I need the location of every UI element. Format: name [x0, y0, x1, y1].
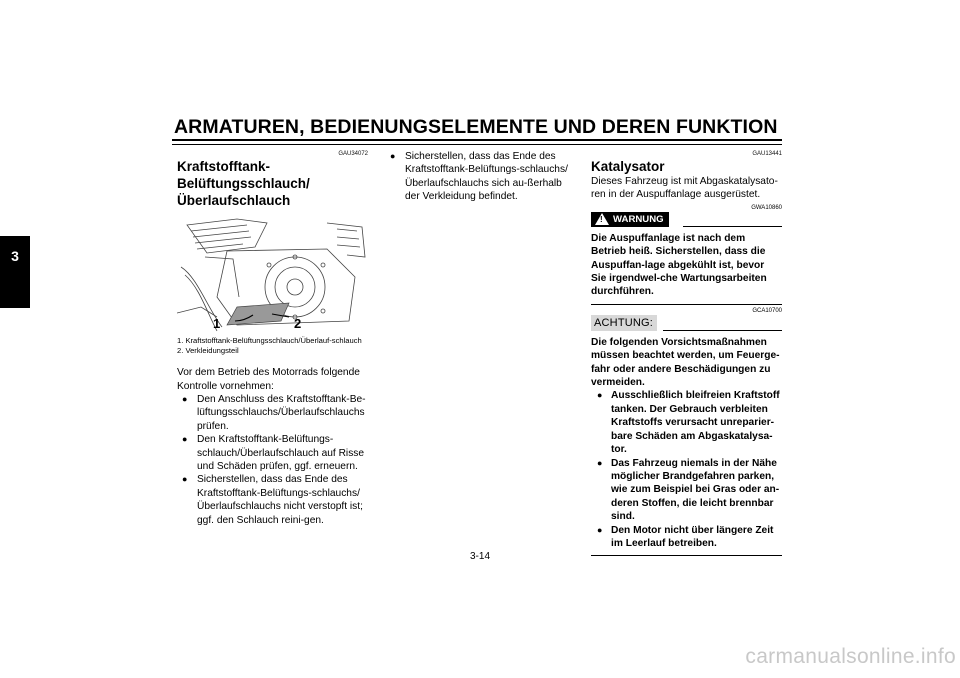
caution-rule — [663, 330, 782, 331]
chapter-tab-number: 3 — [11, 248, 19, 264]
list-item: ● Den Kraftstofftank-Belüftungs-schlauch/Überlaufschlauch auf Risse und Schäden prüfen, ggf. erneuern. — [177, 433, 368, 473]
warning-code: GWA10860 — [751, 204, 782, 211]
header-rule-thick — [172, 139, 782, 141]
list-item: ● Sicherstellen, dass das Ende des Kraftstofftank-Belüftungs-schlauchs/Überlaufschlauchs sich au-ßerhalb der Verkleidung befindet. — [385, 150, 577, 204]
section-title: Kraftstofftank-Belüftungsschlauch/Überlaufschlauch — [177, 159, 310, 208]
list-item: ● Ausschließlich bleifreien Kraftstoff tanken. Der Gebrauch verbleiten Kraftstoffs verursacht unreparier-bare Schäden am Abgaskatalysa-tor. — [611, 389, 782, 456]
figure-callout-2: 2 — [294, 316, 302, 331]
warning-end-rule — [591, 304, 782, 305]
warning-label: WARNUNG — [613, 213, 664, 225]
section-code: GAU34072 — [338, 151, 368, 157]
list-item: ● Sicherstellen, dass das Ende des Kraftstofftank-Belüftungs-schlauchs/Überlaufschlauchs nicht verstopft ist; ggf. den Schlauch reini-gen. — [177, 473, 368, 527]
caption-item: 2. Verkleidungsteil — [177, 345, 239, 355]
page-title: ARMATUREN, BEDIENUNGSELEMENTE UND DEREN FUNKTION — [174, 116, 778, 138]
caution-header — [591, 315, 782, 332]
caution-end-rule — [591, 555, 782, 556]
left-column — [177, 150, 368, 527]
caution-code: GCA10700 — [752, 307, 782, 314]
list-item: ● Den Motor nicht über längere Zeit im Leerlauf betreiben. — [611, 524, 782, 551]
caution-badge: ACHTUNG: — [591, 315, 657, 331]
warning-text: Die Auspuffanlage ist nach dem Betrieb heiß. Sicherstellen, dass die Auspuffan-lage abgekühlt ist, bevor Sie irgendwel-che Wartungsarbeiten durchführen. — [591, 232, 767, 298]
caution-list — [591, 389, 782, 550]
warning-header — [591, 212, 782, 228]
page-number: 3-14 — [469, 551, 490, 562]
section-text: Dieses Fahrzeug ist mit Abgaskatalysato-ren in der Auspuffanlage ausgerüstet. — [591, 176, 778, 201]
engine-figure — [177, 217, 368, 333]
warning-badge — [591, 212, 669, 227]
section-code: GAU13441 — [752, 151, 782, 157]
caption-item: 1. Kraftstofftank-Belüftungsschlauch/Überlauf-schlauch — [177, 336, 362, 345]
check-list-continued — [385, 150, 577, 204]
caution-text: Die folgenden Vorsichtsmaßnahmen müssen beachtet werden, um Feuerge-fahr oder andere Beschädigungen zu vermeiden. — [591, 336, 780, 389]
list-item: ● Den Anschluss des Kraftstofftank-Be-lüftungsschlauchs/Überlaufschlauchs prüfen. — [177, 393, 368, 433]
list-item: ● Das Fahrzeug niemals in der Nähe möglicher Brandgefahren parken, wie zum Beispiel bei Gras oder an-deren Stoffen, die leicht brennbar sind. — [611, 457, 782, 524]
middle-column — [385, 150, 577, 204]
warning-triangle-icon: ! — [595, 213, 609, 225]
watermark: carmanualsonline.info — [745, 645, 956, 668]
chapter-tab — [0, 236, 30, 308]
intro-text: Vor dem Betrieb des Motorrads folgende Kontrolle vornehmen: — [177, 367, 360, 392]
warning-rule — [683, 226, 782, 227]
section-title: Katalysator — [591, 159, 665, 174]
figure-caption — [177, 336, 368, 355]
figure-callout-1: 1 — [213, 316, 221, 331]
check-list — [177, 393, 368, 527]
engine-illustration — [177, 217, 368, 333]
header-rule-thin — [172, 144, 782, 145]
right-column — [591, 150, 782, 556]
